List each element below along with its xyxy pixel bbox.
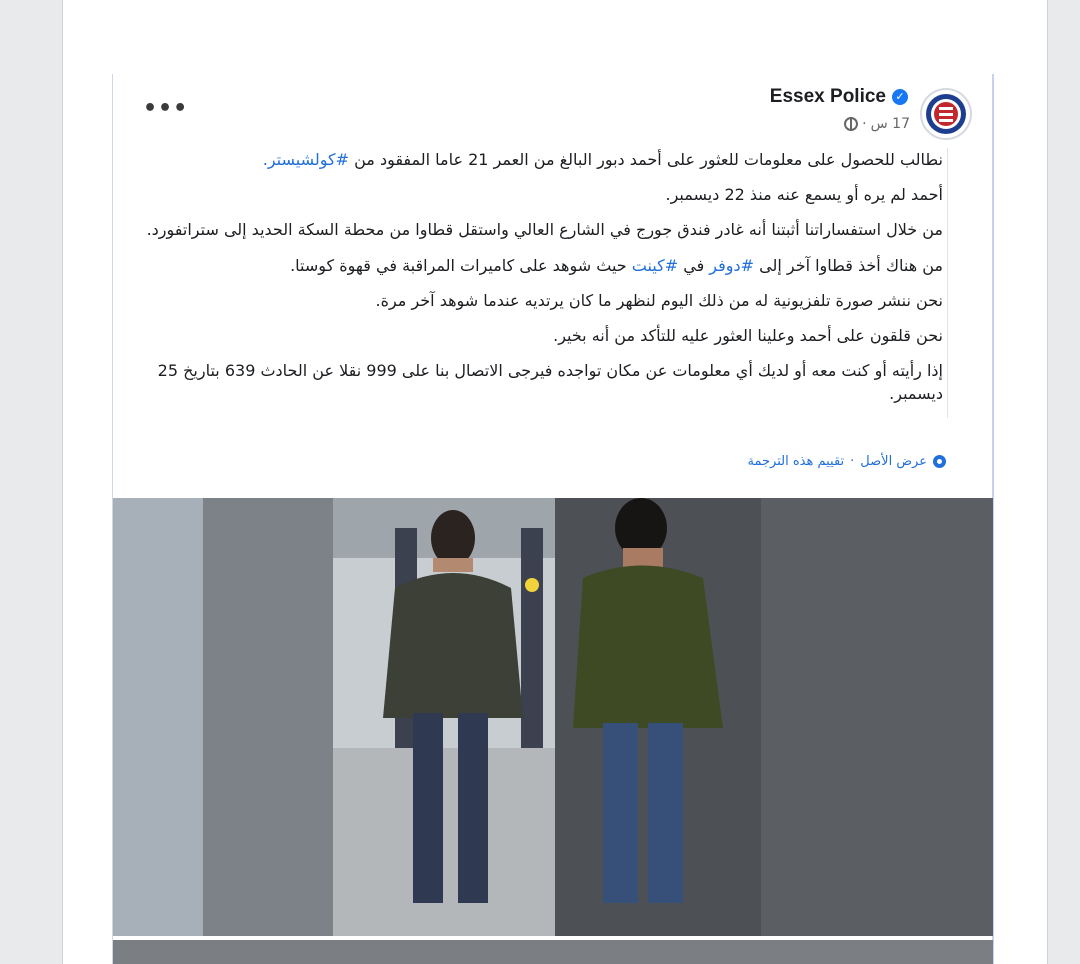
post-paragraph: نحن قلقون على أحمد وعلينا العثور عليه للتأكد من أنه بخير. <box>553 325 943 345</box>
post-time[interactable]: 17 س <box>870 116 910 132</box>
globe-icon <box>844 117 858 131</box>
rate-translation-link[interactable]: تقييم هذه الترجمة <box>747 454 845 469</box>
page-avatar[interactable] <box>920 88 972 140</box>
page-name[interactable]: Essex Police <box>769 86 886 107</box>
post-paragraph: نحن ننشر صورة تلفزيونية له من ذلك اليوم لنظهر ما كان يرتديه عندما شوهد آخر مرة. <box>375 290 943 310</box>
facebook-post-card <box>112 74 994 964</box>
post-meta <box>844 116 910 132</box>
meta-separator: · <box>862 116 867 132</box>
post-paragraph: نطالب للحصول على معلومات للعثور على أحمد دبور البالغ من العمر 21 عاما المفقود من #كولشيستر. <box>262 150 943 169</box>
verified-badge-icon: ✓ <box>892 89 908 105</box>
gear-icon[interactable] <box>933 455 946 468</box>
second-photo-preview[interactable] <box>113 940 993 964</box>
hashtag-link[interactable]: #دوفر <box>709 255 755 275</box>
post-body <box>138 148 948 418</box>
police-crest-icon <box>924 92 968 136</box>
translation-separator: · <box>850 454 855 469</box>
more-options-icon[interactable]: ••• <box>143 96 189 121</box>
post-paragraph: أحمد لم يره أو يسمع عنه منذ 22 ديسمبر. <box>665 185 943 205</box>
post-photo[interactable] <box>113 498 993 936</box>
hashtag-link[interactable]: #كولشيستر. <box>262 150 350 169</box>
post-paragraph: إذا رأيته أو كنت معه أو لديك أي معلومات عن مكان تواجده فيرجى الاتصال بنا على 999 نقلا عن الحادث 639 بتاريخ 25 ديسمبر. <box>157 361 943 404</box>
post-paragraph: من خلال استفساراتنا أثبتنا أنه غادر فندق جورج في الشارع العالي واستقل قطاوا من محطة السكة الحديد إلى ستراتفورد. <box>146 220 943 240</box>
hashtag-link[interactable]: #كينت <box>631 255 679 275</box>
see-original-link[interactable]: عرض الأصل <box>860 454 927 469</box>
cctv-photo-composite <box>113 498 993 936</box>
translation-controls <box>748 454 946 469</box>
post-paragraph: من هناك أخذ قطاوا آخر إلى #دوفر في #كينت حيث شوهد على كاميرات المراقبة في قهوة كوستا. <box>290 255 943 275</box>
